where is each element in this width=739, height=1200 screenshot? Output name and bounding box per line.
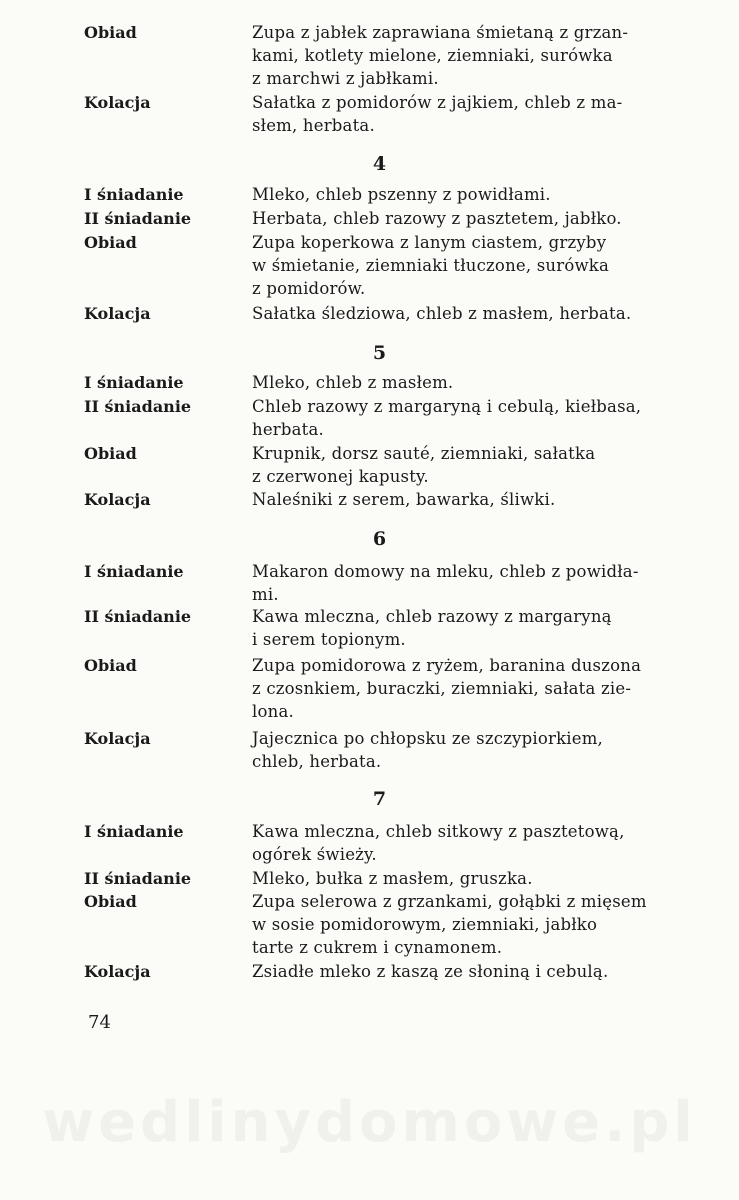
meal-text: Makaron domowy na mleku, chleb z powidła- mi. <box>252 562 639 604</box>
meal-label: Obiad <box>84 444 137 463</box>
day-number-5: 5 <box>372 342 387 364</box>
meal-text: Sałatka z pomidorów z jajkiem, chleb z ma- słem, herbata. <box>252 93 623 135</box>
meal-label: Kolacja <box>84 729 151 748</box>
meal-text: Mleko, chleb z masłem. <box>252 373 454 392</box>
meal-text: Chleb razowy z margaryną i cebulą, kiełbasa, herbata. <box>252 397 642 439</box>
meal-label: Obiad <box>84 892 137 911</box>
meal-label: I śniadanie <box>84 562 184 581</box>
meal-label: II śniadanie <box>84 607 192 626</box>
meal-label: II śniadanie <box>84 209 192 228</box>
meal-label: Obiad <box>84 656 137 675</box>
meal-label: Kolacja <box>84 490 151 509</box>
meal-label: Obiad <box>84 23 137 42</box>
meal-label: II śniadanie <box>84 397 192 416</box>
meal-text: Kawa mleczna, chleb sitkowy z pasztetową, ogórek świeży. <box>252 822 625 864</box>
meal-label: II śniadanie <box>84 869 192 888</box>
meal-label: Obiad <box>84 233 137 252</box>
meal-text: Kawa mleczna, chleb razowy z margaryną i serem topionym. <box>252 607 612 649</box>
meal-text: Zupa pomidorowa z ryżem, baranina duszona z czosnkiem, buraczki, ziemniaki, sałata zie- lona. <box>252 656 642 721</box>
meal-label: I śniadanie <box>84 373 184 392</box>
meal-text: Herbata, chleb razowy z pasztetem, jabłko. <box>252 209 622 228</box>
meal-text: Mleko, bułka z masłem, gruszka. <box>252 869 533 888</box>
day-number-6: 6 <box>372 528 387 550</box>
meal-text: Zupa selerowa z grzankami, gołąbki z mięsem w sosie pomidorowym, ziemniaki, jabłko tarte z cukrem i cynamonem. <box>252 892 647 957</box>
meal-text: Zupa koperkowa z lanym ciastem, grzyby w śmietanie, ziemniaki tłuczone, surówka z pomidorów. <box>252 233 610 298</box>
meal-text: Krupnik, dorsz sauté, ziemniaki, sałatka z czerwonej kapusty. <box>252 444 596 486</box>
meal-text: Naleśniki z serem, bawarka, śliwki. <box>252 490 556 509</box>
meal-text: Zsiadłe mleko z kaszą ze słoniną i cebulą. <box>252 962 609 981</box>
meal-text: Jajecznica po chłopsku ze szczypiorkiem, chleb, herbata. <box>252 729 603 771</box>
meal-text: Mleko, chleb pszenny z powidłami. <box>252 185 551 204</box>
meal-text: Sałatka śledziowa, chleb z masłem, herbata. <box>252 304 632 323</box>
meal-text: Zupa z jabłek zaprawiana śmietaną z grzan- kami, kotlety mielone, ziemniaki, surówka z marchwi z jabłkami. <box>252 23 629 88</box>
page-number: 74 <box>88 1012 111 1033</box>
watermark: wedlinydomowe.pl <box>42 1090 697 1155</box>
meal-label: I śniadanie <box>84 185 184 204</box>
meal-label: Kolacja <box>84 962 151 981</box>
meal-label: Kolacja <box>84 304 151 323</box>
day-number-7: 7 <box>372 788 387 810</box>
meal-label: I śniadanie <box>84 822 184 841</box>
day-number-4: 4 <box>372 153 387 175</box>
meal-label: Kolacja <box>84 93 151 112</box>
